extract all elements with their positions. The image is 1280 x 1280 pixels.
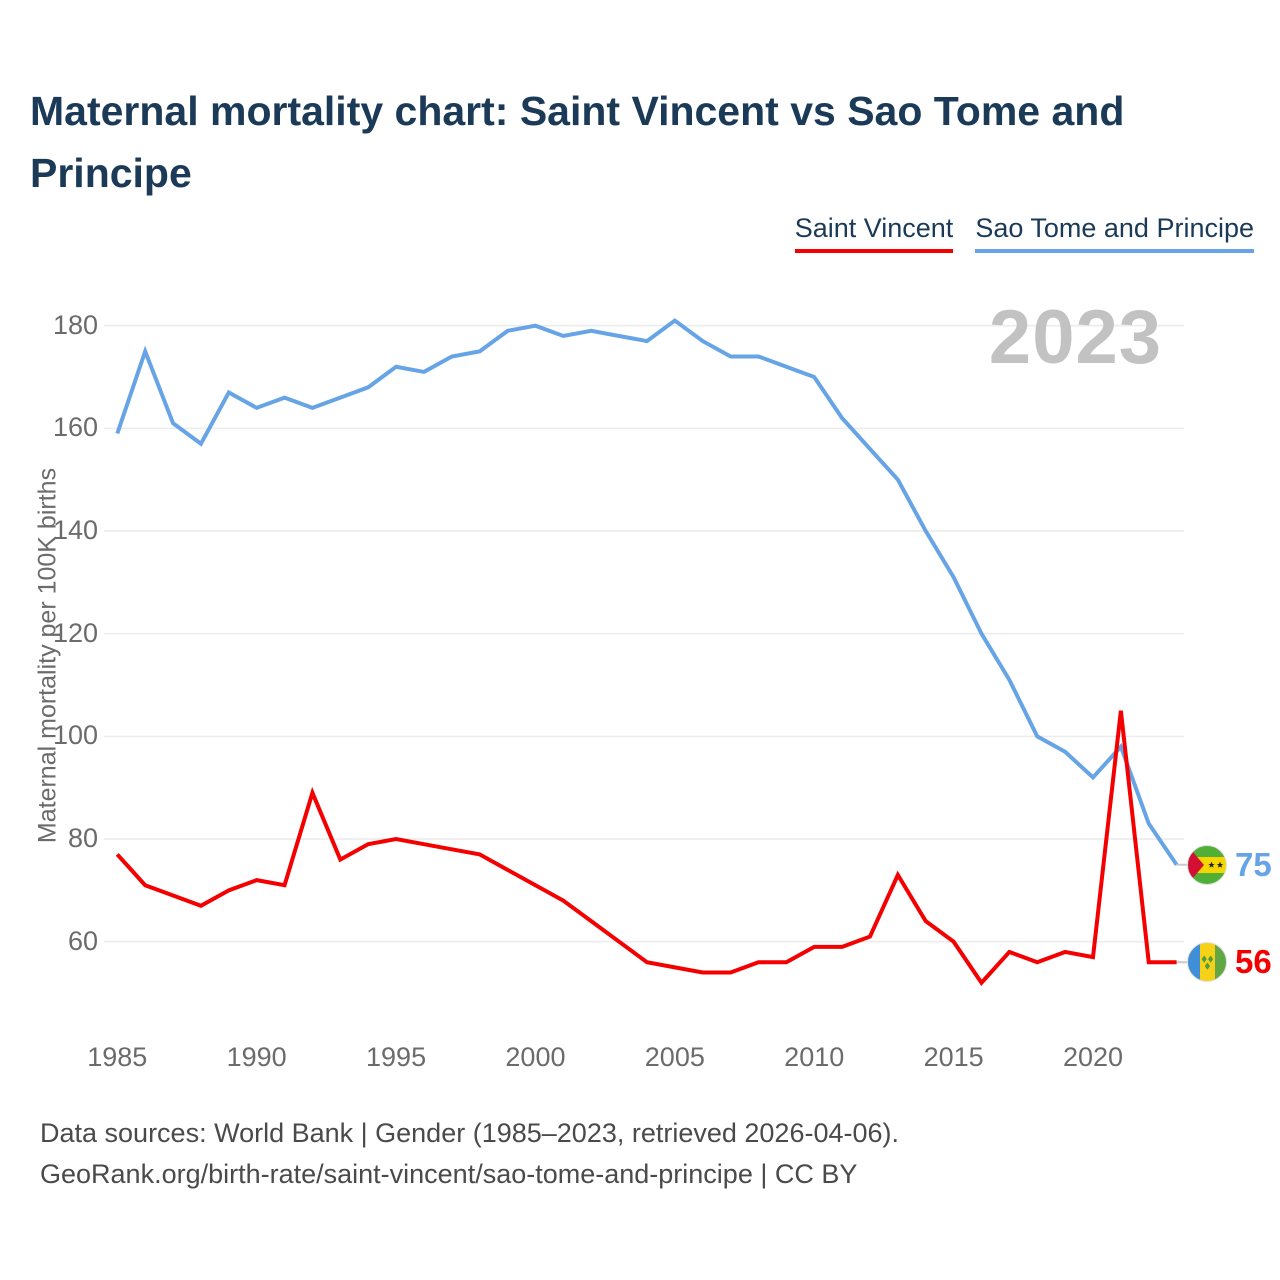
y-tick-label: 100 <box>52 720 98 751</box>
y-tick-label: 120 <box>52 617 98 648</box>
x-tick-label: 2020 <box>1062 1042 1124 1072</box>
y-axis-label: Maternal mortality per 100K births <box>33 467 62 844</box>
footer-attribution: GeoRank.org/birth-rate/saint-vincent/sao-tome-and-principe | CC BY <box>40 1159 858 1189</box>
x-tick-label: 2015 <box>923 1042 984 1072</box>
y-tick-label: 180 <box>52 309 98 340</box>
x-tick-label: 2000 <box>505 1042 566 1072</box>
page-title-line2: Principe <box>30 150 192 196</box>
y-tick-label: 80 <box>67 823 98 854</box>
x-tick-label: 1985 <box>87 1042 148 1072</box>
y-tick-label: 140 <box>52 515 98 546</box>
x-tick-label: 1995 <box>366 1042 427 1072</box>
footer <box>40 1113 1240 1195</box>
x-tick-label: 2010 <box>784 1042 845 1072</box>
x-tick-label: 1990 <box>226 1042 287 1072</box>
gridlines <box>104 326 1184 942</box>
watermark-year: 2023 <box>988 295 1162 380</box>
end-badge-saint-vincent <box>1187 942 1272 982</box>
sao-tome-and-principe-line[interactable] <box>117 321 1176 865</box>
page-title-line1: Maternal mortality chart: Saint Vincent vs Sao Tome and <box>30 88 1125 134</box>
y-tick-label: 60 <box>67 925 98 956</box>
footer-sources: Data sources: World Bank | Gender (1985–2023, retrieved 2026-04-06). <box>40 1118 900 1148</box>
end-value-saint-vincent: 56 <box>1235 943 1272 981</box>
legend-label-saint-vincent: Saint Vincent <box>794 213 954 243</box>
sao-tome-flag-icon <box>1187 845 1227 885</box>
x-tick-label: 2005 <box>644 1042 705 1072</box>
end-value-sao-tome: 75 <box>1235 845 1272 883</box>
saint-vincent-flag-icon <box>1187 942 1227 982</box>
flag-connectors <box>1177 865 1187 963</box>
legend-label-sao-tome: Sao Tome and Principe <box>975 213 1254 243</box>
y-tick-label: 160 <box>52 412 98 443</box>
end-badge-sao-tome <box>1187 845 1272 885</box>
